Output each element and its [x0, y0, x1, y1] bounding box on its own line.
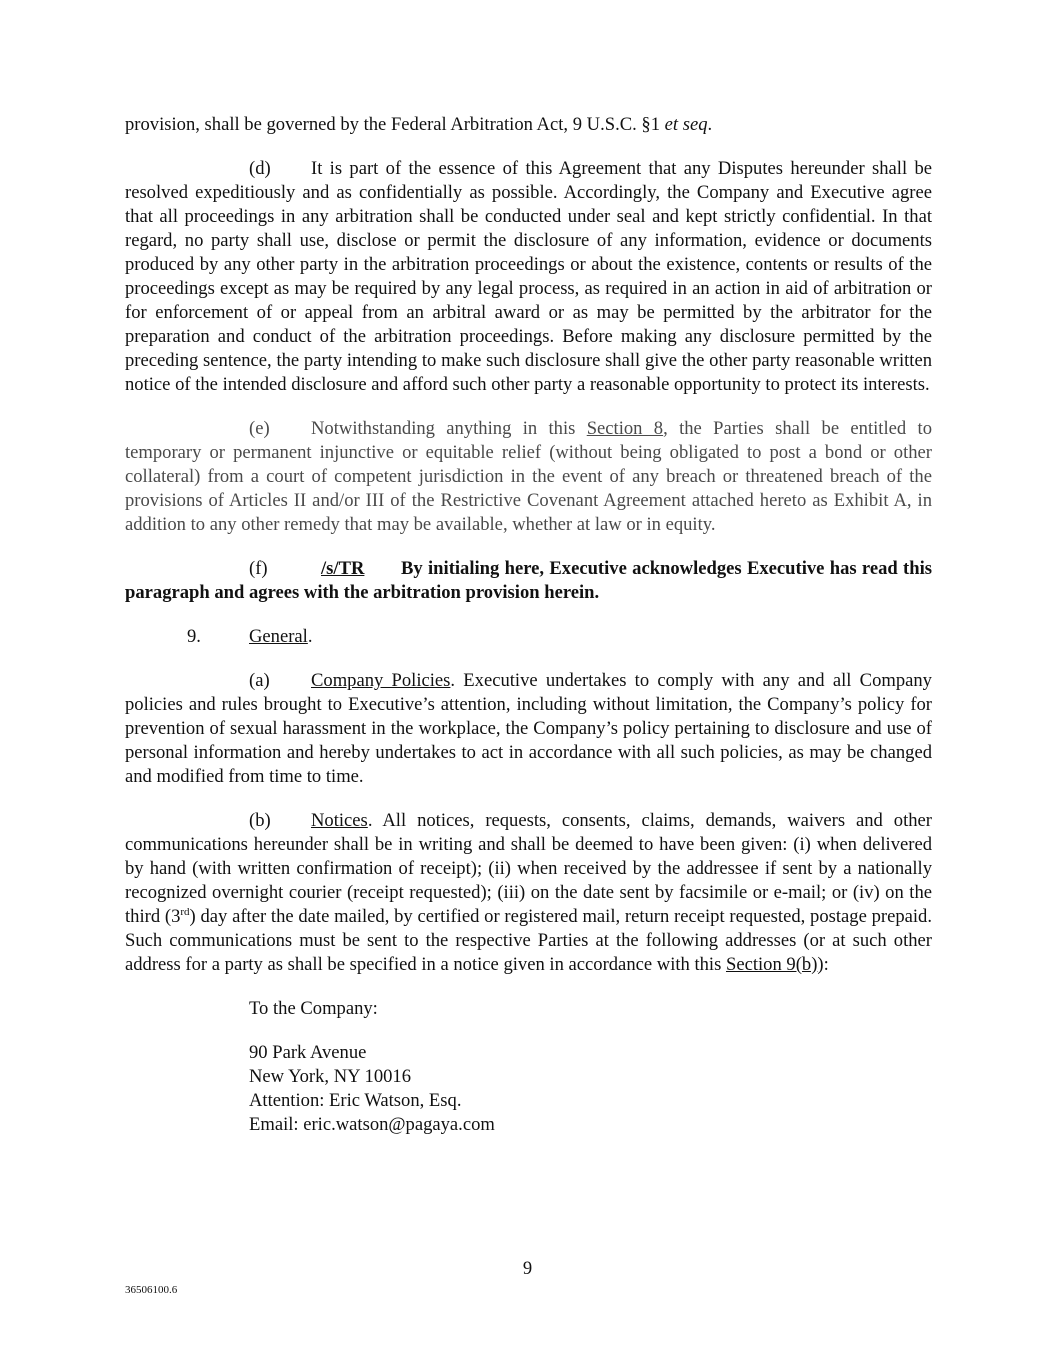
paragraph-label: (a): [249, 670, 270, 691]
recipient-label: To the Company:: [249, 998, 378, 1019]
paragraph-label: (f): [249, 558, 268, 579]
document-id: 36506100.6: [125, 1284, 178, 1296]
section-9-heading: 9. General.: [187, 626, 313, 647]
address-line: New York, NY 10016: [249, 1066, 412, 1087]
initials-signature: /s/TR: [321, 558, 365, 579]
address-line: 90 Park Avenue: [249, 1042, 367, 1063]
address-line: Attention: Eric Watson, Esq.: [249, 1090, 462, 1111]
italic-et-seq: et seq: [664, 114, 708, 135]
paragraph-9b: (b) Notices. All notices, requests, consents, claims, demands, waivers and other communications hereunder shall be in writing and shall be deemed to have been given: (i) when delivered by hand (with written confirmation of receipt); (ii) when received by the addressee if sent by a nationally recognized overnight courier (receipt requested); (iii) on the date sent by facsimile or e-mail; or (iv) on the third (3rd) day after the date mailed, by certified or registered mail, return receipt requested, postage prepaid. Such communications must be sent to the respective Parties at the following addresses (or at such other address for a party as shall be specified in a notice given in accordance with this Section 9(b)):: [125, 810, 932, 975]
paragraph-d: (d) It is part of the essence of this Agreement that any Disputes hereunder shall be resolved expeditiously and as confidentially as possible. Accordingly, the Company and Executive agree that all proceedings in any arbitration shall be conducted under seal and kept strictly confidential. In that regard, no party shall use, disclose or permit the disclosure of any information, evidence or documents produced by any other party in the arbitration proceedings or about the existence, contents or results of the proceedings except as may be required by any legal process, as required in an action in aid of arbitration or for enforcement of or appeal from an arbitral award or as may be permitted by the arbitrator for the preparation and conduct of the arbitration proceedings. Before making any disclosure permitted by the preceding sentence, the party intending to make such disclosure shall give the other party reasonable written notice of the intended disclosure and afford such other party a reasonable opportunity to protect its interests.: [125, 158, 932, 395]
intro-paragraph: provision, shall be governed by the Federal Arbitration Act, 9 U.S.C. §1 et seq.: [125, 114, 713, 135]
section-title: General: [249, 626, 308, 647]
paragraph-label: (e): [249, 418, 270, 439]
document-body: [125, 113, 932, 1137]
section-number: 9.: [187, 626, 201, 647]
paragraph-label: (d): [249, 158, 271, 179]
section-8-reference: Section 8: [586, 418, 664, 439]
paragraph-heading: Company Policies: [311, 670, 451, 691]
section-9b-reference: Section 9(b): [725, 954, 818, 975]
paragraph-9a: (a) Company Policies. Executive undertakes to comply with any and all Company policies and rules brought to Executive’s attention, including without limitation, the Company’s policy for prevention of sexual harassment in the workplace, the Company’s policy pertaining to disclosure and use of personal information and hereby undertakes to act in accordance with all such policies, as may be changed and modified from time to time.: [125, 670, 932, 787]
address-line: Email: eric.watson@pagaya.com: [249, 1114, 495, 1135]
company-address: [125, 1041, 932, 1137]
paragraph-f: (f) /s/TR By initialing here, Executive acknowledges Executive has read this paragraph and agrees with the arbitration provision herein.: [125, 558, 932, 603]
paragraph-heading: Notices: [311, 810, 368, 831]
page-number: 9: [522, 1258, 533, 1279]
paragraph-label: (b): [249, 810, 271, 831]
paragraph-e: (e) Notwithstanding anything in this Section 8, the Parties shall be entitled to temporary or permanent injunctive or equitable relief (without being obligated to post a bond or other collateral) from a court of competent jurisdiction in the event of any breach or threatened breach of the provisions of Articles II and/or III of the Restrictive Covenant Agreement attached hereto as Exhibit A, in addition to any other remedy that may be available, whether at law or in equity.: [125, 418, 932, 535]
